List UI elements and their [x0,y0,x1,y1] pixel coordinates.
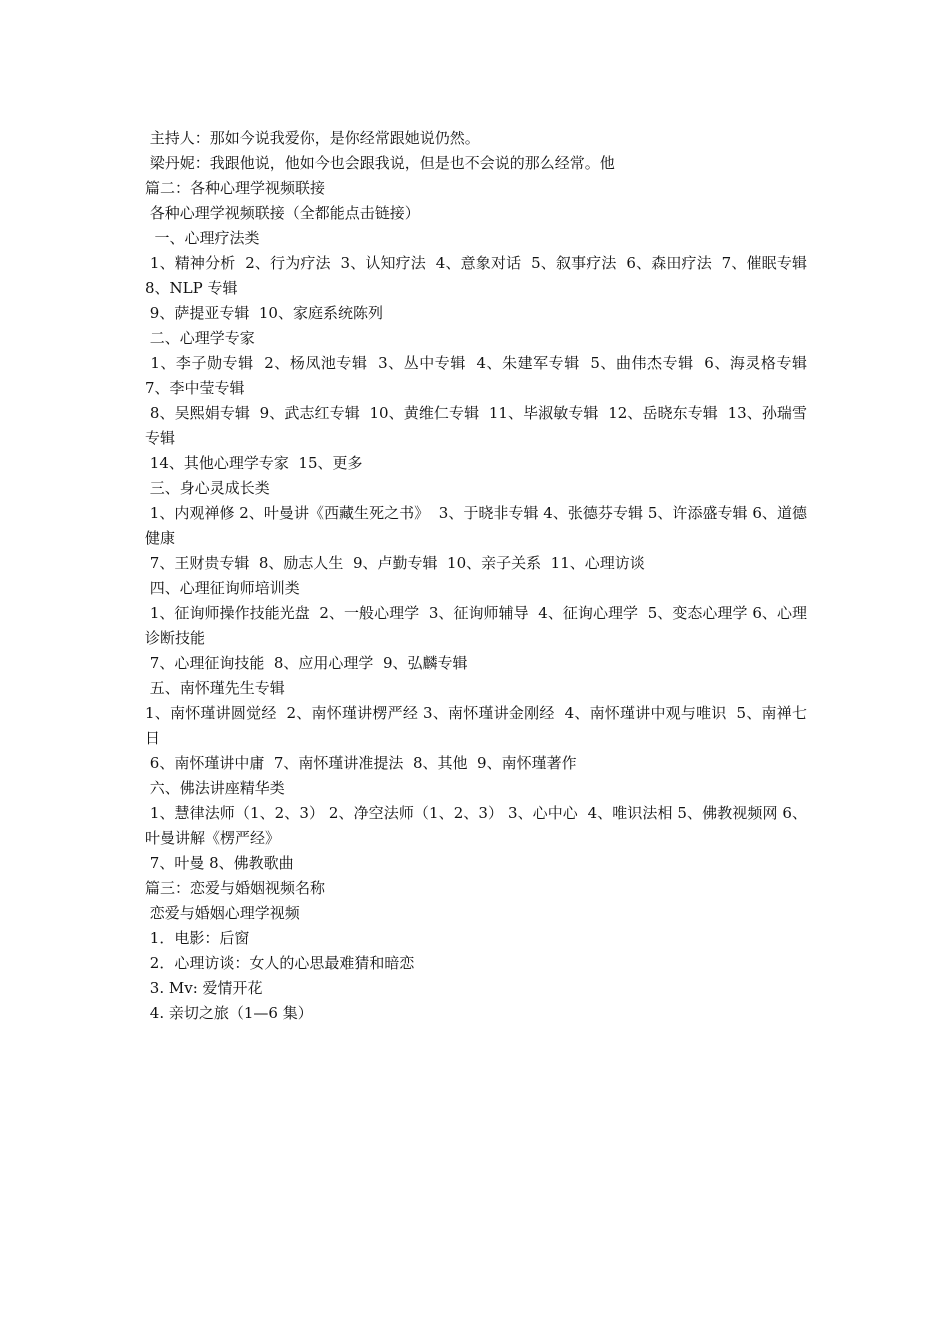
list-item: 1、慧律法师（1、2、3） 2、净空法师（1、2、3） 3、心中心 4、唯识法相 5、佛教视频网 6、叶曼讲解《楞严经》 [145,804,807,847]
category-heading-therapy: 一、心理疗法类 [145,229,260,247]
list-item: 4. 亲切之旅（1—6 集） [145,1004,313,1022]
category-heading-buddhism: 六、佛法讲座精华类 [145,779,285,797]
section-subtitle: 恋爱与婚姻心理学视频 [145,904,300,922]
section-heading-part-two: 篇二：各种心理学视频联接 [145,179,326,197]
list-item: 6、南怀瑾讲中庸 7、南怀瑾讲准提法 8、其他 9、南怀瑾著作 [145,754,577,772]
category-heading-growth: 三、身心灵成长类 [145,479,270,497]
list-item: 1、征询师操作技能光盘 2、一般心理学 3、征询师辅导 4、征询心理学 5、变态心理学 6、心理诊断技能 [145,604,807,647]
list-item: 1．电影：后窗 [145,929,250,947]
list-item: 7、叶曼 8、佛教歌曲 [145,854,294,872]
list-item: 7、王财贵专辑 8、励志人生 9、卢勤专辑 10、亲子关系 11、心理访谈 [145,554,645,572]
list-item: 7、心理征询技能 8、应用心理学 9、弘麟专辑 [145,654,468,672]
list-item: 3. Mv: 爱情开花 [145,979,263,997]
dialogue-line-host: 主持人：那如今说我爱你，是你经常跟她说仍然。 [145,129,480,147]
list-item: 9、萨提亚专辑 10、家庭系统陈列 [145,304,383,322]
list-item: 1、李子勋专辑 2、杨凤池专辑 3、丛中专辑 4、朱建军专辑 5、曲伟杰专辑 6、海灵格专辑 7、李中莹专辑 [145,354,817,397]
section-heading-part-three: 篇三：恋爱与婚姻视频名称 [145,879,326,897]
list-item: 14、其他心理学专家 15、更多 [145,454,363,472]
category-heading-experts: 二、心理学专家 [145,329,255,347]
category-heading-nan-huaijin: 五、南怀瑾先生专辑 [145,679,285,697]
list-item: 1、南怀瑾讲圆觉经 2、南怀瑾讲楞严经 3、南怀瑾讲金刚经 4、南怀瑾讲中观与唯识 5、南禅七日 [145,704,807,747]
list-item: 1、精神分析 2、行为疗法 3、认知疗法 4、意象对话 5、叙事疗法 6、森田疗法 7、催眠专辑 8、NLP 专辑 [145,254,817,297]
category-heading-counselor-training: 四、心理征询师培训类 [145,579,300,597]
list-item: 8、吴熙娟专辑 9、武志红专辑 10、黄维仁专辑 11、毕淑敏专辑 12、岳晓东专辑 13、孙瑞雪专辑 [145,404,807,447]
dialogue-line-guest: 梁丹妮：我跟他说，他如今也会跟我说，但是也不会说的那么经常。他 [145,154,615,172]
list-item: 2．心理访谈：女人的心思最难猜和暗恋 [145,954,415,972]
list-item: 1、内观禅修 2、叶曼讲《西藏生死之书》 3、于晓非专辑 4、张德芬专辑 5、许添盛专辑 6、道德健康 [145,504,807,547]
section-subtitle: 各种心理学视频联接（全都能点击链接） [145,204,420,222]
document-page [145,126,817,1026]
